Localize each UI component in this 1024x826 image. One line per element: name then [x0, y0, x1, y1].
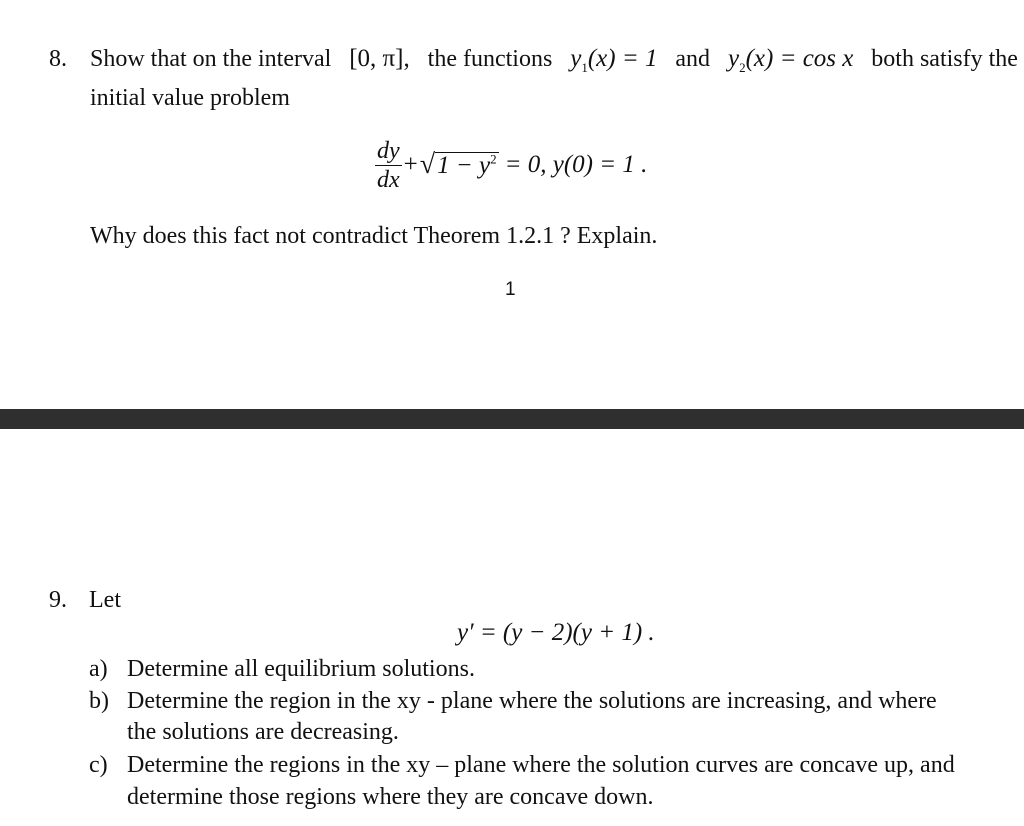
derivative-fraction [375, 137, 402, 194]
problem-8-line-1 [90, 44, 1018, 74]
sqrt-icon: √ [419, 149, 436, 180]
interval: [0, π], [349, 45, 410, 72]
fraction-denominator: dx [377, 166, 400, 193]
part-b-letter: b) [89, 688, 109, 714]
problem-8-intro-a: Show that on the interval [90, 46, 332, 72]
problem-9-equation: y′ = (y − 2)(y + 1) . [457, 619, 655, 646]
problem-8-question: Why does this fact not contradict Theorem 1.2.1 ? Explain. [90, 223, 658, 249]
page-divider [0, 409, 1024, 429]
part-a-letter: a) [89, 656, 108, 682]
part-c-letter: c) [89, 752, 108, 778]
radicand: $1 - y^2$ [437, 151, 497, 179]
fraction-numerator: dy [377, 137, 400, 164]
part-b-text-line-1: Determine the region in the xy - plane where the solutions are increasing, and where [127, 688, 937, 714]
equation-rest: = 0, y(0) = 1 . [504, 151, 648, 178]
part-c-text-line-2: determine those regions where they are concave down. [127, 784, 654, 810]
problem-8-intro-b: the functions [427, 46, 553, 72]
part-a-text: Determine all equilibrium solutions. [127, 656, 475, 682]
problem-8-line-2: initial value problem [90, 85, 290, 111]
and-word: and [675, 46, 711, 72]
part-c-text-line-1: Determine the regions in the xy – plane where the solution curves are concave up, and [127, 752, 955, 778]
plus-sign: + [403, 151, 418, 178]
problem-9-label: Let [89, 587, 121, 613]
problem-8-intro-c: both satisfy the [871, 46, 1018, 72]
problem-8-number: 8. [49, 46, 67, 72]
part-b-text-line-2: the solutions are decreasing. [127, 719, 399, 745]
problem-8-equation [375, 133, 647, 197]
page-number: 1 [505, 279, 516, 300]
function-y2: $y_2(x) = \cos x$ [727, 45, 854, 75]
problem-9-number: 9. [49, 587, 67, 613]
function-y1: $y_1(x) = 1$ [570, 45, 658, 75]
